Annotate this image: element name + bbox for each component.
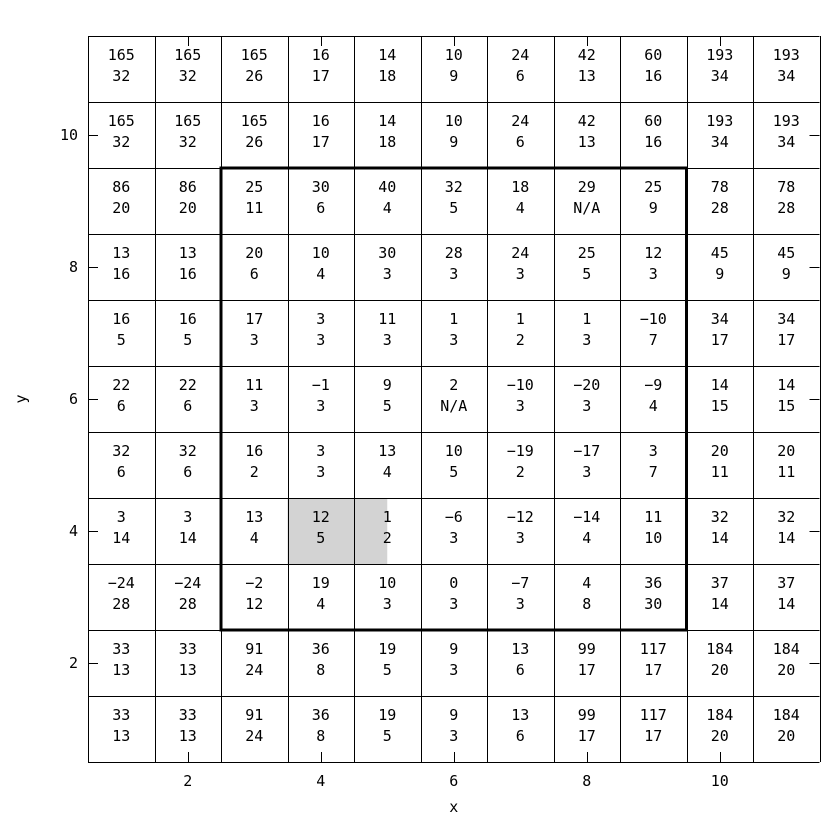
cell-value-bottom: 6	[116, 463, 126, 481]
y-axis-label: y	[12, 394, 30, 404]
cell-value-bottom: 6	[116, 397, 126, 415]
cell-value-top: 19	[378, 706, 397, 724]
cell-value-bottom: 3	[449, 661, 459, 679]
cell-value-top: 3	[648, 442, 658, 460]
cell-value-bottom: 4	[582, 529, 592, 547]
highlight-region	[288, 498, 388, 564]
cell-value-bottom: 7	[648, 463, 658, 481]
cell-value-bottom: 16	[112, 265, 131, 283]
cell-value-bottom: 18	[378, 133, 397, 151]
x-tick-label: 8	[582, 772, 592, 790]
cell-value-top: −20	[573, 376, 601, 394]
cell-value-bottom: 14	[178, 529, 197, 547]
cell-value-bottom: 8	[582, 595, 592, 613]
y-tick-label: 8	[68, 258, 78, 276]
cell-value-top: 29	[577, 178, 596, 196]
cell-value-top: 3	[316, 442, 326, 460]
cell-value-bottom: 4	[648, 397, 658, 415]
cell-value-top: 3	[316, 310, 326, 328]
cell-value-bottom: 17	[311, 133, 330, 151]
x-tick-label: 2	[183, 772, 193, 790]
cell-value-top: −7	[511, 574, 530, 592]
cell-value-top: 10	[444, 112, 463, 130]
cell-value-bottom: 3	[582, 397, 592, 415]
cell-value-top: 24	[511, 244, 530, 262]
cell-value-top: −12	[506, 508, 534, 526]
cell-value-top: 28	[444, 244, 463, 262]
cell-value-top: 18	[511, 178, 530, 196]
cell-value-top: 22	[178, 376, 197, 394]
cell-value-bottom: 28	[777, 199, 796, 217]
cell-value-top: −6	[444, 508, 463, 526]
cell-value-top: 193	[706, 112, 734, 130]
cell-value-bottom: 34	[710, 67, 729, 85]
cell-value-bottom: 34	[777, 133, 796, 151]
cell-value-top: 13	[112, 244, 131, 262]
cell-value-top: 3	[183, 508, 193, 526]
cell-value-bottom: 5	[382, 397, 392, 415]
cell-value-top: 165	[107, 46, 135, 64]
cell-value-bottom: 17	[710, 331, 729, 349]
cell-value-bottom: 3	[249, 397, 259, 415]
cell-value-bottom: 9	[715, 265, 725, 283]
cell-value-bottom: N/A	[440, 397, 468, 415]
cell-value-top: 33	[112, 640, 131, 658]
cell-value-top: 184	[772, 706, 800, 724]
cell-value-bottom: 6	[515, 67, 525, 85]
cell-value-bottom: 17	[577, 727, 596, 745]
cell-value-top: 9	[449, 706, 459, 724]
cell-value-bottom: 3	[648, 265, 658, 283]
cell-value-top: 25	[245, 178, 264, 196]
y-tick-label: 4	[68, 522, 78, 540]
cell-value-top: 11	[378, 310, 397, 328]
cell-value-top: 20	[710, 442, 729, 460]
cell-value-bottom: 15	[777, 397, 796, 415]
cell-value-top: 16	[112, 310, 131, 328]
cell-value-top: 32	[444, 178, 463, 196]
cell-value-bottom: 3	[382, 595, 392, 613]
cell-value-top: 16	[245, 442, 264, 460]
cell-value-bottom: N/A	[573, 199, 601, 217]
cell-value-bottom: 20	[112, 199, 131, 217]
cell-value-top: 11	[644, 508, 663, 526]
cell-value-bottom: 20	[710, 661, 729, 679]
cell-value-bottom: 20	[710, 727, 729, 745]
cell-value-top: 1	[515, 310, 525, 328]
cell-value-top: 86	[178, 178, 197, 196]
cell-value-bottom: 30	[644, 595, 663, 613]
cell-value-top: −24	[107, 574, 135, 592]
cell-value-bottom: 24	[245, 661, 264, 679]
cell-value-top: 13	[511, 640, 530, 658]
cell-value-top: 0	[449, 574, 459, 592]
cell-value-bottom: 9	[449, 133, 459, 151]
cell-value-top: 117	[639, 640, 667, 658]
x-tick-label: 10	[710, 772, 729, 790]
cell-value-top: 36	[311, 706, 330, 724]
cell-value-bottom: 3	[316, 463, 326, 481]
cell-value-top: 184	[706, 706, 734, 724]
cell-value-top: 20	[777, 442, 796, 460]
cell-value-top: 30	[311, 178, 330, 196]
cell-value-top: 13	[178, 244, 197, 262]
cell-value-bottom: 11	[245, 199, 264, 217]
cell-value-bottom: 2	[249, 463, 259, 481]
cell-value-bottom: 13	[577, 67, 596, 85]
cell-value-bottom: 11	[710, 463, 729, 481]
cell-value-top: 17	[245, 310, 264, 328]
cell-value-bottom: 15	[710, 397, 729, 415]
cell-value-bottom: 3	[582, 331, 592, 349]
cell-value-top: 32	[710, 508, 729, 526]
cell-value-bottom: 14	[710, 595, 729, 613]
cell-value-top: 4	[582, 574, 592, 592]
cell-value-top: 10	[378, 574, 397, 592]
cell-value-top: 33	[178, 706, 197, 724]
cell-value-bottom: 34	[710, 133, 729, 151]
cell-value-top: 91	[245, 706, 264, 724]
cell-value-top: 11	[245, 376, 264, 394]
cell-value-top: 40	[378, 178, 397, 196]
cell-value-top: 1	[382, 508, 392, 526]
cell-value-top: 10	[311, 244, 330, 262]
cell-value-top: 184	[706, 640, 734, 658]
cell-value-bottom: 4	[249, 529, 259, 547]
cell-value-bottom: 20	[777, 727, 796, 745]
cell-value-bottom: 20	[178, 199, 197, 217]
cell-value-bottom: 6	[515, 727, 525, 745]
cell-value-top: 78	[777, 178, 796, 196]
cell-value-top: 14	[378, 112, 397, 130]
cell-value-bottom: 5	[382, 727, 392, 745]
cell-value-bottom: 5	[449, 199, 459, 217]
cell-value-top: 10	[444, 46, 463, 64]
cell-value-bottom: 5	[116, 331, 126, 349]
cell-value-top: 13	[511, 706, 530, 724]
cell-value-bottom: 20	[777, 661, 796, 679]
cell-value-bottom: 3	[316, 397, 326, 415]
cell-value-top: 37	[777, 574, 796, 592]
cell-value-top: 165	[240, 46, 268, 64]
cell-value-top: 45	[777, 244, 796, 262]
cell-value-bottom: 6	[183, 463, 193, 481]
cell-value-top: 165	[174, 112, 202, 130]
cell-value-bottom: 8	[316, 661, 326, 679]
cell-value-top: 14	[378, 46, 397, 64]
cell-value-top: 60	[644, 46, 663, 64]
cell-value-bottom: 13	[178, 661, 197, 679]
cell-value-bottom: 4	[316, 265, 326, 283]
cell-value-bottom: 14	[777, 529, 796, 547]
cell-value-top: 16	[311, 46, 330, 64]
cell-value-top: −10	[506, 376, 534, 394]
cell-value-bottom: 3	[449, 331, 459, 349]
cell-value-bottom: 12	[245, 595, 264, 613]
cell-value-top: 91	[245, 640, 264, 658]
cell-value-bottom: 3	[449, 595, 459, 613]
cell-value-top: −14	[573, 508, 601, 526]
cell-value-top: 30	[378, 244, 397, 262]
cell-value-bottom: 13	[112, 727, 131, 745]
cell-value-bottom: 5	[449, 463, 459, 481]
cell-value-top: 32	[112, 442, 131, 460]
cell-value-top: −17	[573, 442, 601, 460]
cell-value-top: 10	[444, 442, 463, 460]
cell-value-bottom: 9	[648, 199, 658, 217]
cell-value-bottom: 14	[710, 529, 729, 547]
cell-value-bottom: 3	[382, 265, 392, 283]
cell-value-top: −2	[245, 574, 264, 592]
cell-value-top: 117	[639, 706, 667, 724]
x-tick-label: 6	[449, 772, 459, 790]
cell-value-top: 32	[178, 442, 197, 460]
cell-value-top: 86	[112, 178, 131, 196]
cell-value-top: 36	[644, 574, 663, 592]
cell-value-top: 24	[511, 46, 530, 64]
cell-value-bottom: 8	[316, 727, 326, 745]
cell-value-top: −9	[644, 376, 663, 394]
cell-value-bottom: 13	[577, 133, 596, 151]
cell-value-bottom: 17	[311, 67, 330, 85]
cell-value-bottom: 16	[644, 67, 663, 85]
cell-value-top: 165	[107, 112, 135, 130]
cell-value-top: 42	[577, 112, 596, 130]
cell-value-top: 32	[777, 508, 796, 526]
cell-value-top: 34	[710, 310, 729, 328]
cell-value-top: 12	[311, 508, 330, 526]
cell-value-top: 3	[116, 508, 126, 526]
cell-value-top: 165	[174, 46, 202, 64]
cell-value-top: 19	[378, 640, 397, 658]
cell-value-top: 14	[710, 376, 729, 394]
cell-value-bottom: 7	[648, 331, 658, 349]
cell-value-top: 33	[178, 640, 197, 658]
cell-value-top: −1	[311, 376, 330, 394]
cell-value-bottom: 2	[382, 529, 392, 547]
cell-value-bottom: 6	[515, 661, 525, 679]
cell-value-top: 9	[382, 376, 392, 394]
y-tick-label: 2	[68, 654, 78, 672]
cell-value-bottom: 3	[582, 463, 592, 481]
cell-value-top: 13	[378, 442, 397, 460]
cell-value-bottom: 14	[112, 529, 131, 547]
cell-value-bottom: 26	[245, 133, 264, 151]
cell-value-bottom: 32	[178, 133, 197, 151]
cell-value-top: 193	[706, 46, 734, 64]
cell-value-bottom: 3	[449, 265, 459, 283]
cell-value-bottom: 28	[710, 199, 729, 217]
cell-value-top: 60	[644, 112, 663, 130]
cell-value-top: 193	[772, 112, 800, 130]
cell-value-bottom: 16	[178, 265, 197, 283]
cell-value-bottom: 32	[112, 133, 131, 151]
cell-value-bottom: 3	[316, 331, 326, 349]
cell-value-top: 78	[710, 178, 729, 196]
cell-value-top: 16	[178, 310, 197, 328]
cell-value-bottom: 6	[515, 133, 525, 151]
cell-value-top: 13	[245, 508, 264, 526]
cell-value-top: 24	[511, 112, 530, 130]
cell-value-bottom: 32	[178, 67, 197, 85]
cell-value-bottom: 3	[515, 595, 525, 613]
cell-value-bottom: 3	[382, 331, 392, 349]
cell-value-top: 20	[245, 244, 264, 262]
cell-value-top: 184	[772, 640, 800, 658]
cell-value-top: 36	[311, 640, 330, 658]
cell-value-top: 165	[240, 112, 268, 130]
cell-value-top: −24	[174, 574, 202, 592]
cell-value-top: 25	[577, 244, 596, 262]
cell-value-top: 12	[644, 244, 663, 262]
cell-value-top: 9	[449, 640, 459, 658]
cell-value-top: 22	[112, 376, 131, 394]
cell-value-bottom: 6	[249, 265, 259, 283]
x-axis-label: x	[449, 798, 459, 816]
cell-value-bottom: 5	[582, 265, 592, 283]
cell-value-top: 1	[449, 310, 459, 328]
x-tick-label: 4	[316, 772, 326, 790]
cell-value-bottom: 13	[178, 727, 197, 745]
cell-value-top: 2	[449, 376, 459, 394]
cell-value-bottom: 4	[382, 199, 392, 217]
cell-value-bottom: 3	[515, 265, 525, 283]
y-tick-label: 10	[59, 126, 78, 144]
cell-value-bottom: 13	[112, 661, 131, 679]
cell-value-top: 193	[772, 46, 800, 64]
cell-value-top: 45	[710, 244, 729, 262]
cell-value-top: 34	[777, 310, 796, 328]
cell-value-bottom: 4	[316, 595, 326, 613]
cell-value-bottom: 11	[777, 463, 796, 481]
cell-value-bottom: 34	[777, 67, 796, 85]
cell-value-bottom: 6	[316, 199, 326, 217]
cell-value-bottom: 26	[245, 67, 264, 85]
cell-value-bottom: 16	[644, 133, 663, 151]
cell-value-top: −19	[506, 442, 534, 460]
cell-value-bottom: 4	[382, 463, 392, 481]
cell-value-bottom: 28	[112, 595, 131, 613]
cell-value-bottom: 3	[249, 331, 259, 349]
cell-value-bottom: 10	[644, 529, 663, 547]
cell-value-top: 16	[311, 112, 330, 130]
cell-value-top: 33	[112, 706, 131, 724]
cell-value-top: 14	[777, 376, 796, 394]
cell-value-bottom: 3	[515, 529, 525, 547]
cell-value-top: 99	[577, 640, 596, 658]
cell-value-top: 37	[710, 574, 729, 592]
cell-value-bottom: 9	[449, 67, 459, 85]
cell-value-bottom: 17	[644, 661, 663, 679]
cell-value-top: 25	[644, 178, 663, 196]
cell-value-bottom: 24	[245, 727, 264, 745]
cell-value-bottom: 5	[183, 331, 193, 349]
cell-value-bottom: 5	[382, 661, 392, 679]
cell-value-bottom: 4	[515, 199, 525, 217]
cell-value-bottom: 2	[515, 331, 525, 349]
cell-value-top: 1	[582, 310, 592, 328]
cell-value-bottom: 32	[112, 67, 131, 85]
cell-value-bottom: 17	[644, 727, 663, 745]
cell-value-bottom: 17	[777, 331, 796, 349]
cell-value-bottom: 9	[781, 265, 791, 283]
cell-value-top: 99	[577, 706, 596, 724]
cell-value-bottom: 14	[777, 595, 796, 613]
cell-value-bottom: 3	[449, 529, 459, 547]
cell-value-bottom: 28	[178, 595, 197, 613]
y-tick-label: 6	[68, 390, 78, 408]
cell-value-top: −10	[639, 310, 667, 328]
cell-value-bottom: 3	[449, 727, 459, 745]
cell-value-bottom: 18	[378, 67, 397, 85]
cell-value-top: 42	[577, 46, 596, 64]
cell-value-bottom: 2	[515, 463, 525, 481]
cell-value-bottom: 5	[316, 529, 326, 547]
cell-value-bottom: 6	[183, 397, 193, 415]
cell-value-bottom: 3	[515, 397, 525, 415]
cell-value-top: 19	[311, 574, 330, 592]
cell-value-bottom: 17	[577, 661, 596, 679]
